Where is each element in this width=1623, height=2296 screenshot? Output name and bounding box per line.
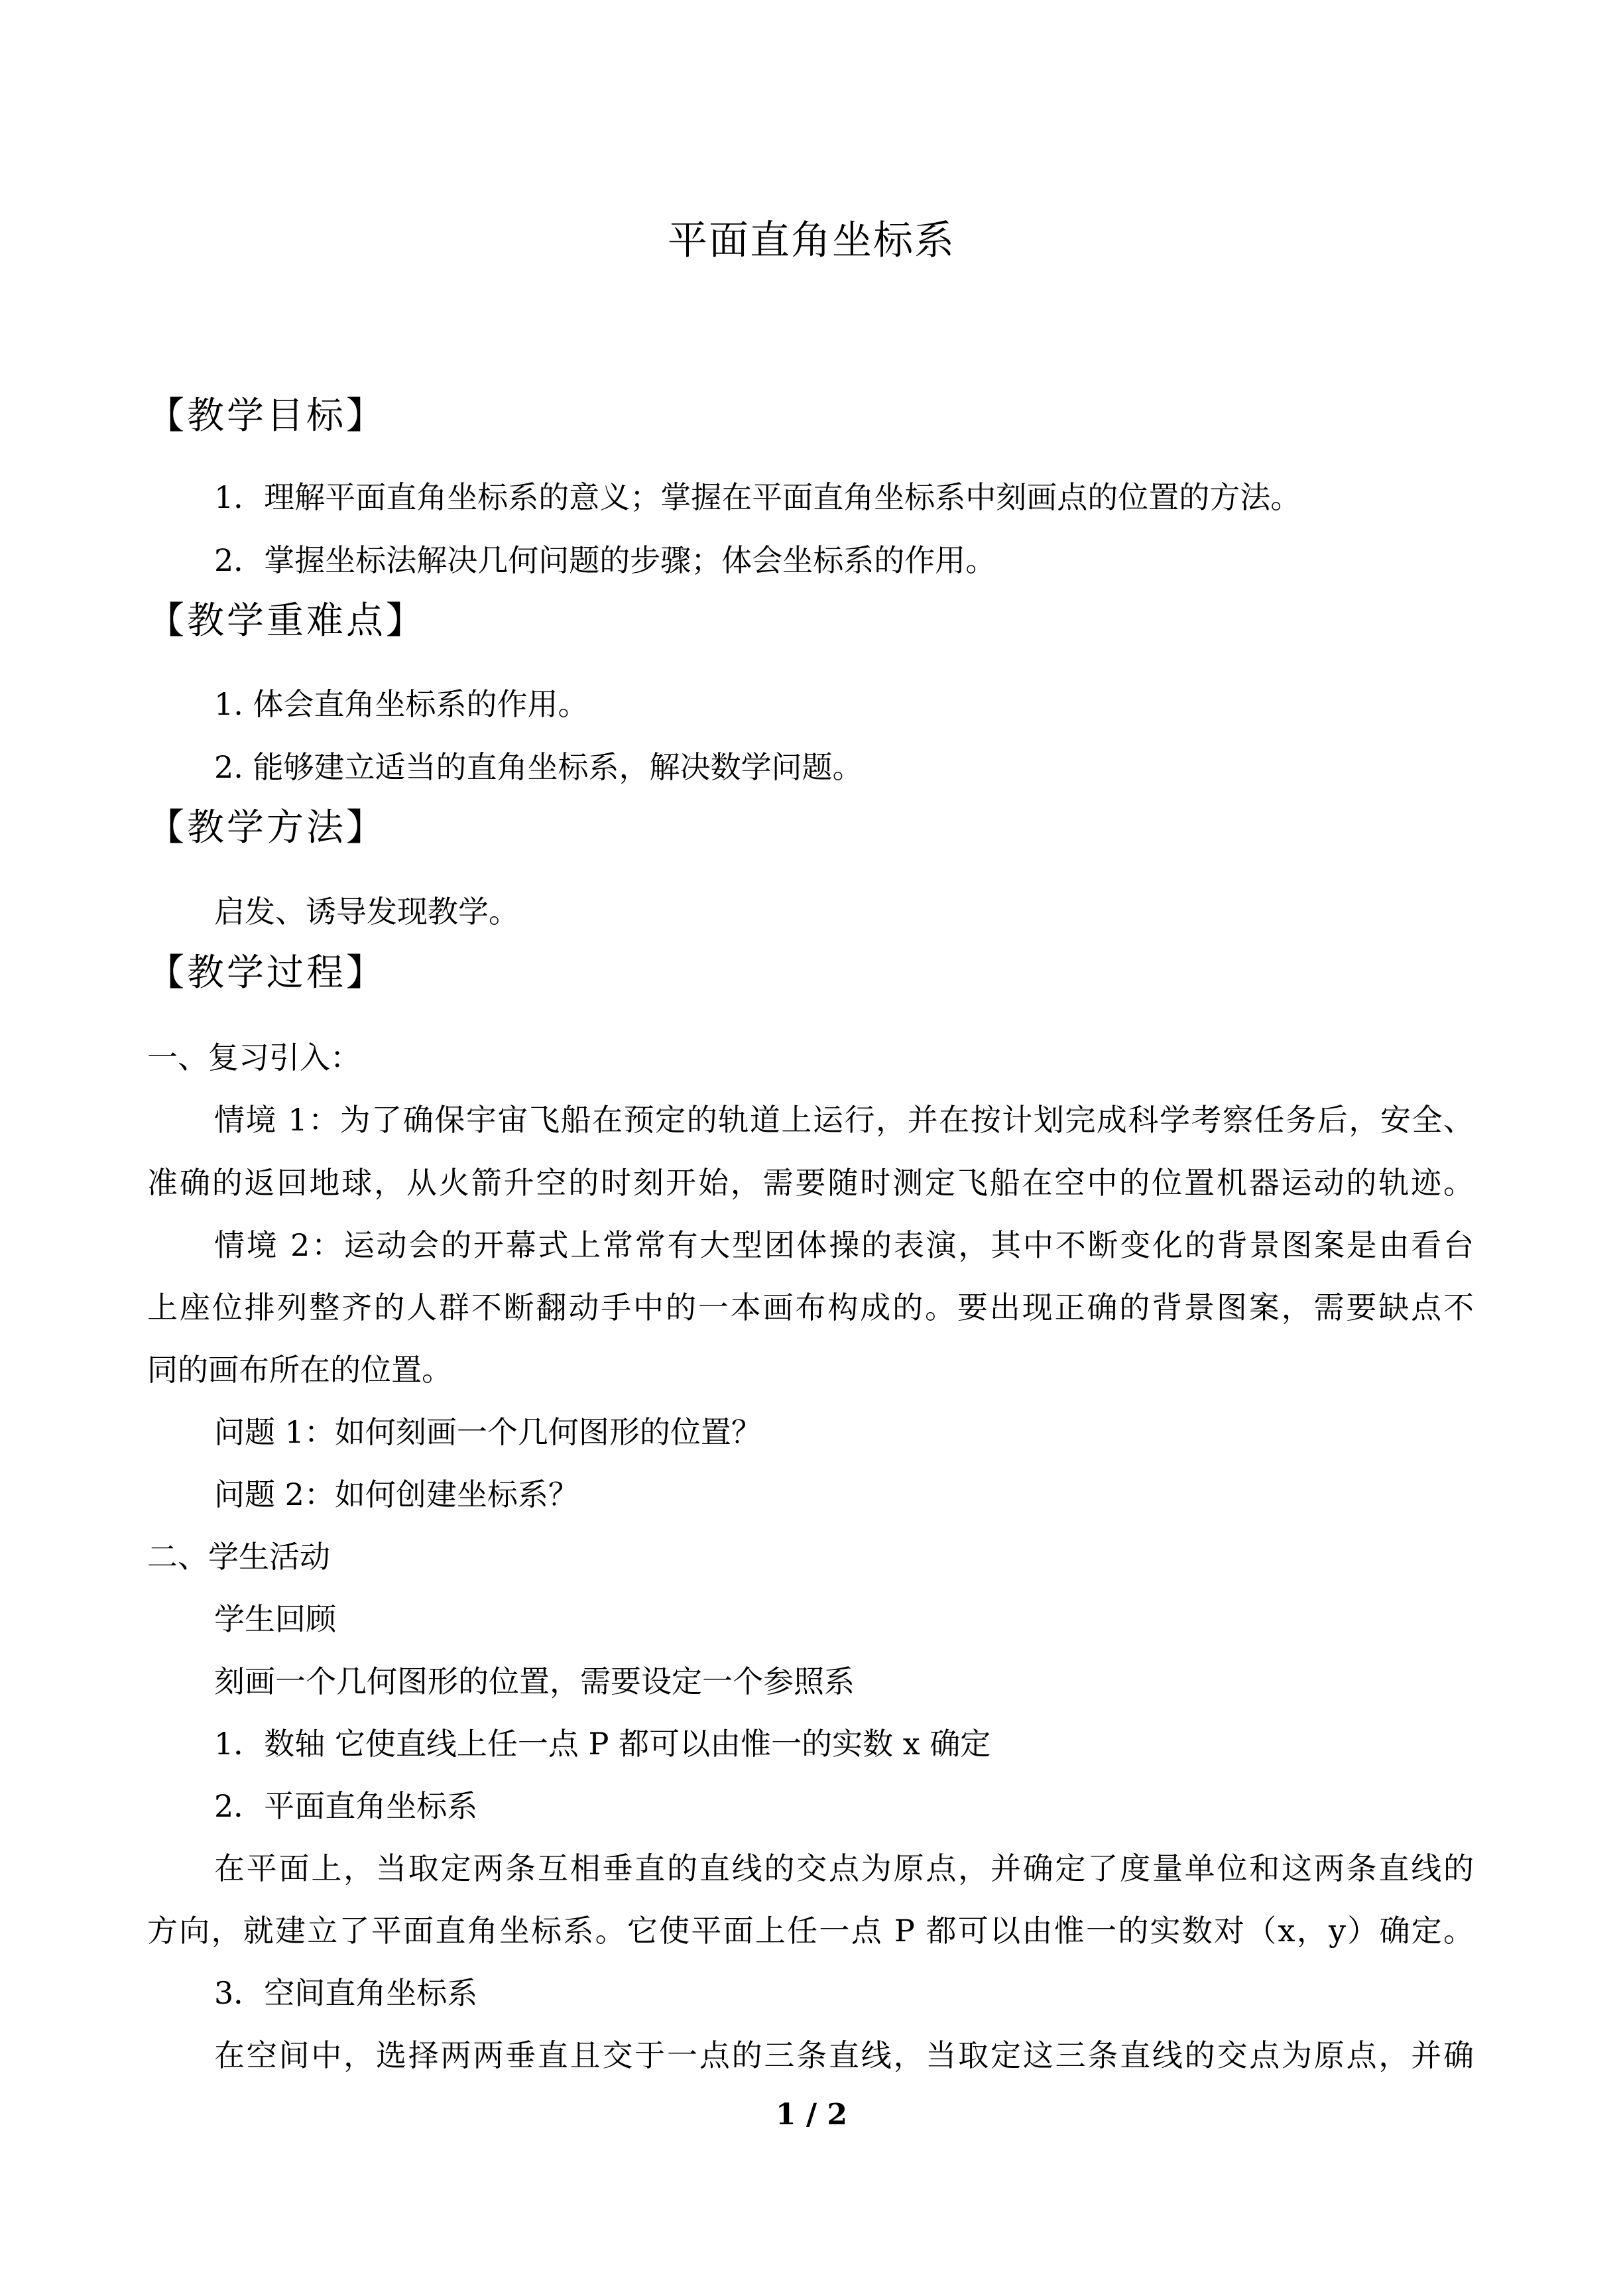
methods-text: 启发、诱导发现教学。	[214, 894, 519, 930]
plane-coordinate-text: 方向，就建立了平面直角坐标系。它使平面上任一点 P 都可以由惟一的实数对（x，y）确定。	[147, 1913, 1474, 1949]
item-plane-coordinate: 2．平面直角坐标系	[214, 1788, 478, 1824]
objective-item: 2．掌握坐标法解决几何问题的步骤；体会坐标系的作用。	[214, 542, 996, 578]
key-points-heading: 【教学重难点】	[147, 599, 426, 642]
question-1: 问题 1：如何刻画一个几何图形的位置？	[214, 1414, 762, 1450]
objective-item: 1．理解平面直角坐标系的意义；掌握在平面直角坐标系中刻画点的位置的方法。	[214, 479, 1301, 515]
plane-coordinate-text: 在平面上，当取定两条互相垂直的直线的交点为原点，并确定了度量单位和这两条直线的	[214, 1850, 1474, 1886]
scenario1-line: 准确的返回地球，从火箭升空的时刻开始，需要随时测定飞船在空中的位置机器运动的轨迹。	[147, 1165, 1474, 1201]
scenario2-line: 情境 2：运动会的开幕式上常常有大型团体操的表演，其中不断变化的背景图案是由看台	[214, 1227, 1474, 1263]
reference-text: 刻画一个几何图形的位置，需要设定一个参照系	[214, 1663, 855, 1699]
section-title-activity: 二、学生活动	[147, 1539, 330, 1575]
question-2: 问题 2：如何创建坐标系？	[214, 1477, 579, 1512]
section-title-review: 一、复习引入：	[147, 1040, 361, 1075]
objectives-heading: 【教学目标】	[147, 394, 386, 438]
process-heading: 【教学过程】	[147, 951, 386, 995]
review-label: 学生回顾	[214, 1601, 336, 1637]
key-point-item: 1. 体会直角坐标系的作用。	[214, 686, 589, 722]
methods-heading: 【教学方法】	[147, 806, 386, 849]
key-point-item: 2. 能够建立适当的直角坐标系，解决数学问题。	[214, 749, 863, 785]
page-indicator: 1 / 2	[776, 2098, 847, 2132]
scenario2-line: 上座位排列整齐的人群不断翻动手中的一本画布构成的。要出现正确的背景图案，需要缺点不	[147, 1290, 1474, 1325]
scenario1-line: 情境 1：为了确保宇宙飞船在预定的轨道上运行，并在按计划完成科学考察任务后，安全、	[214, 1102, 1474, 1138]
page-title: 平面直角坐标系	[668, 217, 955, 264]
item-number-line: 1．数轴 它使直线上任一点 P 都可以由惟一的实数 x 确定	[214, 1726, 991, 1762]
space-coordinate-text: 在空间中，选择两两垂直且交于一点的三条直线，当取定这三条直线的交点为原点，并确	[214, 2037, 1474, 2073]
scenario2-line: 同的画布所在的位置。	[147, 1352, 452, 1388]
item-space-coordinate: 3．空间直角坐标系	[214, 1975, 478, 2011]
